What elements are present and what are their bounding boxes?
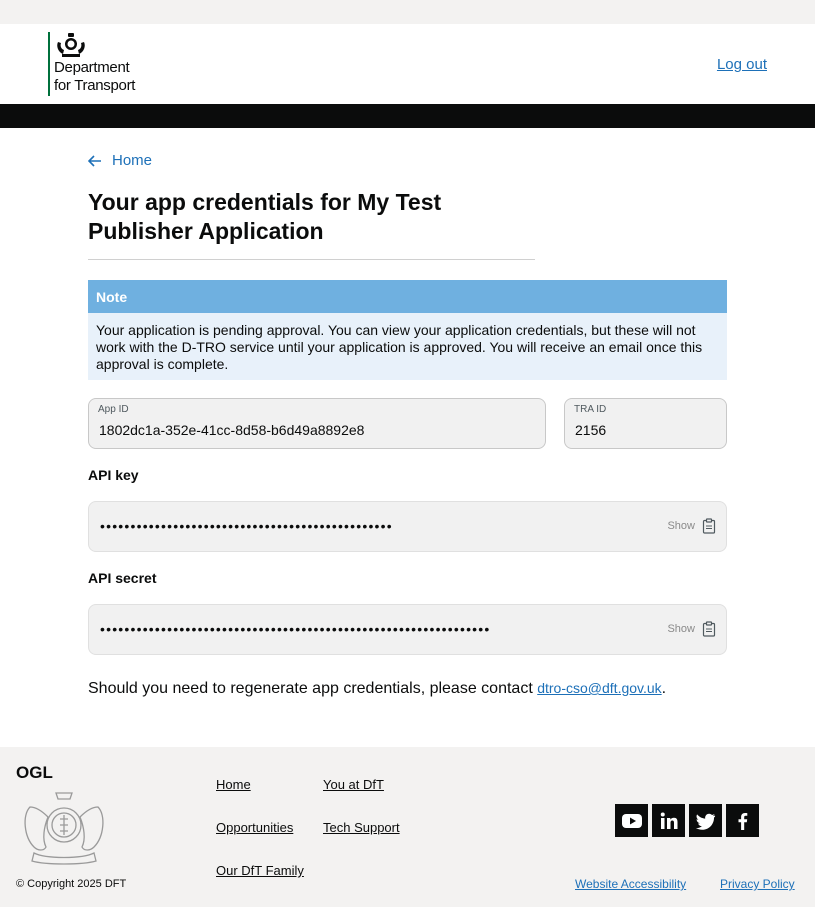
footer-link-opportunities[interactable]: Opportunities [216,820,294,835]
footer-link-our-dft-family[interactable]: Our DfT Family [216,863,304,878]
coat-of-arms-icon [16,787,112,867]
tra-id-field[interactable] [564,398,727,449]
ogl-text: OGL [16,763,53,781]
page-title: Your app credentials for My Test Publisher Application [88,189,442,244]
copyright-text: © Copyright 2025 DFT [16,878,127,890]
title-divider [88,259,535,260]
note-heading: Note [88,280,727,313]
api-key-show-button[interactable]: Show [667,520,695,532]
app-id-value[interactable]: 1802dc1a-352e-41cc-8d58-b6d49a8892e8 [99,422,365,438]
facebook-icon [732,810,754,832]
app-id-label: App ID [98,404,129,415]
contact-text [88,680,666,698]
youtube-link[interactable] [615,804,648,837]
logo-line-1: Department [54,59,130,76]
footer-link-you-at-dft[interactable]: You at DfT [323,777,384,792]
arrow-left-icon [88,154,102,168]
app-id-field[interactable] [88,398,546,449]
website-accessibility-link[interactable]: Website Accessibility [575,877,687,891]
api-key-masked-value: •••••••••••••••••••••••••••••••••••••••••••••••• [100,518,393,534]
back-link-home[interactable] [88,152,152,169]
ogl-logo-icon[interactable] [16,763,58,781]
top-strip [0,0,815,24]
youtube-icon [621,810,643,832]
site-header [0,24,815,104]
api-key-label: API key [88,467,139,483]
footer-link-home[interactable]: Home [216,777,251,792]
tra-id-label: TRA ID [574,404,607,415]
site-footer [0,747,815,907]
dft-logo[interactable] [48,32,152,96]
note-panel [88,280,727,380]
privacy-policy-link[interactable]: Privacy Policy [720,877,795,891]
linkedin-icon [658,810,680,832]
linkedin-link[interactable] [652,804,685,837]
tra-id-value[interactable]: 2156 [575,422,607,438]
api-secret-label: API secret [88,570,157,586]
twitter-link[interactable] [689,804,722,837]
clipboard-icon[interactable] [702,518,716,534]
api-secret-show-button[interactable]: Show [667,623,695,635]
footer-link-tech-support[interactable]: Tech Support [323,820,400,835]
back-link-label: Home [112,152,153,169]
note-body: Your application is pending approval. You can view your application credentials, but these will not work with the D-TRO service until your application is approved. You will receive an email once this approval is complete. [88,313,727,380]
contact-email-link[interactable]: dtro-cso@dft.gov.uk [537,680,662,696]
logo-bar [48,32,50,96]
twitter-icon [695,810,717,832]
api-secret-field[interactable] [88,604,727,655]
logout-link[interactable]: Log out [716,56,767,73]
api-secret-masked-value: •••••••••••••••••••••••••••••••••••••••••••••••••••••••••••••••• [100,621,491,637]
header-black-bar [0,104,815,128]
logo-line-2: for Transport [54,77,136,94]
facebook-link[interactable] [726,804,759,837]
contact-sentence: Should you need to regenerate app credentials, please contact [88,680,533,697]
api-key-field[interactable] [88,501,727,552]
contact-suffix: . [661,680,667,697]
clipboard-icon[interactable] [702,621,716,637]
royal-crest-icon [54,32,88,58]
